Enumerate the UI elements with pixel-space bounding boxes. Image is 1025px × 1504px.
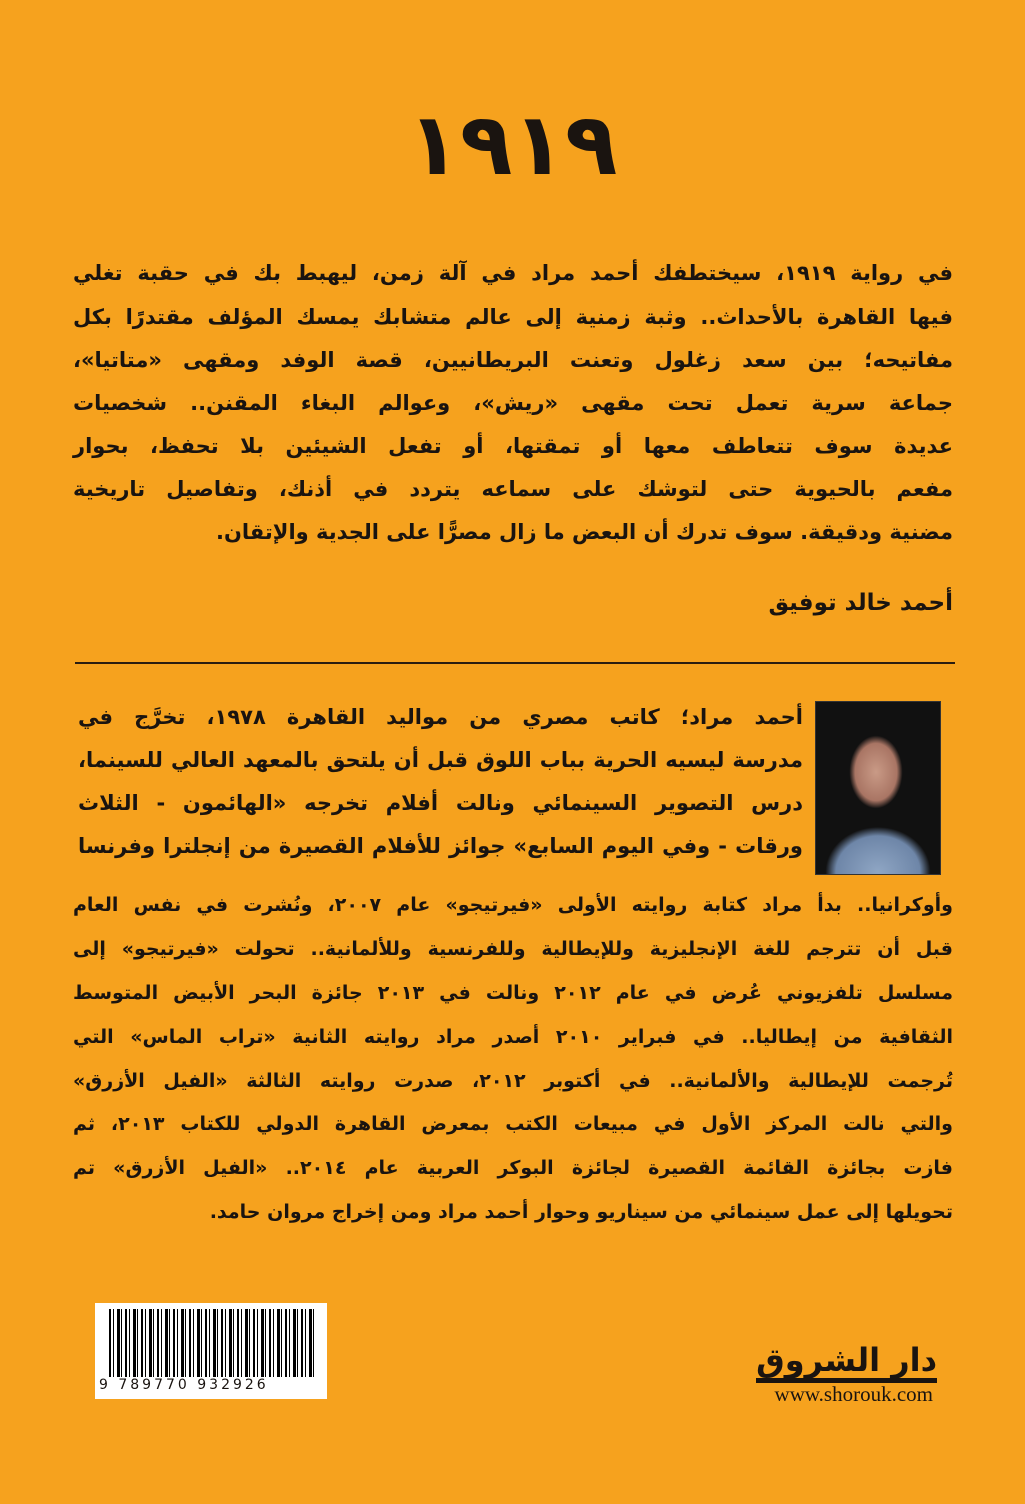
publisher-url: www.shorouk.com: [774, 1382, 933, 1406]
book-title: ١٩١٩: [407, 95, 618, 195]
bio-line: أحمد مراد؛ كاتب مصري من مواليد القاهرة ١٩٧٨، تخرَّج في: [78, 705, 803, 729]
bio-line: وأوكرانيا.. بدأ مراد كتابة روايته الأولى «فيرتيجو» عام ٢٠٠٧، ونُشرت في نفس العام: [73, 894, 953, 916]
divider: [75, 662, 955, 664]
blurb-line: في رواية ١٩١٩، سيختطفك أحمد مراد في آلة زمن، ليهبط بك في حقبة تغلي: [73, 261, 953, 285]
blurb-line: مضنية ودقيقة. سوف تدرك أن البعض ما زال مصرًّا على الجدية والإتقان.: [216, 520, 953, 544]
blurb-line: مفاتيحه؛ بين سعد زغلول وتعنت البريطانيين، قصة الوفد ومقهى «متاتيا»،: [73, 348, 953, 372]
bio-line: الثقافية من إيطاليا.. في فبراير ٢٠١٠ أصدر مراد روايته الثانية «تراب الماس» التي: [73, 1026, 953, 1048]
bio-line: تحويلها إلى عمل سينمائي من سيناريو وحوار أحمد مراد ومن إخراج مروان حامد.: [209, 1201, 953, 1223]
bio-line: مدرسة ليسيه الحرية بباب اللوق قبل أن يلتحق بالمعهد العالي للسينما،: [78, 748, 803, 772]
bio-line: تُرجمت للإيطالية والألمانية.. في أكتوبر ٢٠١٢، صدرت روايته الثالثة «الفيل الأزرق»: [73, 1070, 953, 1092]
bio-line: ورقات - وفي اليوم السابع» جوائز للأفلام القصيرة من إنجلترا وفرنسا: [78, 834, 803, 858]
bio-line: قبل أن تترجم للغة الإنجليزية وللإيطالية وللفرنسية وللألمانية.. تحولت «فيرتيجو» إلى: [73, 938, 953, 960]
blurb-line: عديدة سوف تتعاطف معها أو تمقتها، أو تفعل الشيئين بلا تحفظ، بحوار: [73, 434, 953, 458]
barcode-number: 9 789770 932926: [99, 1377, 269, 1393]
bio-line: والتي نالت المركز الأول في مبيعات الكتب بمعرض القاهرة الدولي للكتاب ٢٠١٣، ثم: [73, 1113, 953, 1135]
bio-line: فازت بجائزة القائمة القصيرة لجائزة البوكر العربية عام ٢٠١٤.. «الفيل الأزرق» تم: [73, 1157, 953, 1179]
barcode-bars: [109, 1309, 315, 1377]
blurb-line: جماعة سرية تعمل تحت مقهى «ريش»، وعوالم البغاء المقنن.. شخصيات: [73, 391, 953, 415]
bio-line: درس التصوير السينمائي ونالت أفلام تخرجه «الهائمون - الثلاث: [78, 791, 803, 815]
blurb-line: مفعم بالحيوية حتى لتوشك على سماعه يتردد في أذنك، وتفاصيل تاريخية: [73, 477, 953, 501]
blurb-line: فيها القاهرة بالأحداث.. وثبة زمنية إلى عالم متشابك يمسك المؤلف مقتدرًا بكل: [73, 305, 953, 329]
publisher-logo: دار الشروق: [756, 1342, 937, 1383]
bio-line: مسلسل تلفزيوني عُرض في عام ٢٠١٢ ونالت في ٢٠١٣ جائزة البحر الأبيض المتوسط: [73, 982, 953, 1004]
author-photo: [815, 701, 941, 875]
blurb-signature: أحمد خالد توفيق: [768, 590, 953, 616]
isbn-barcode: [95, 1303, 327, 1399]
